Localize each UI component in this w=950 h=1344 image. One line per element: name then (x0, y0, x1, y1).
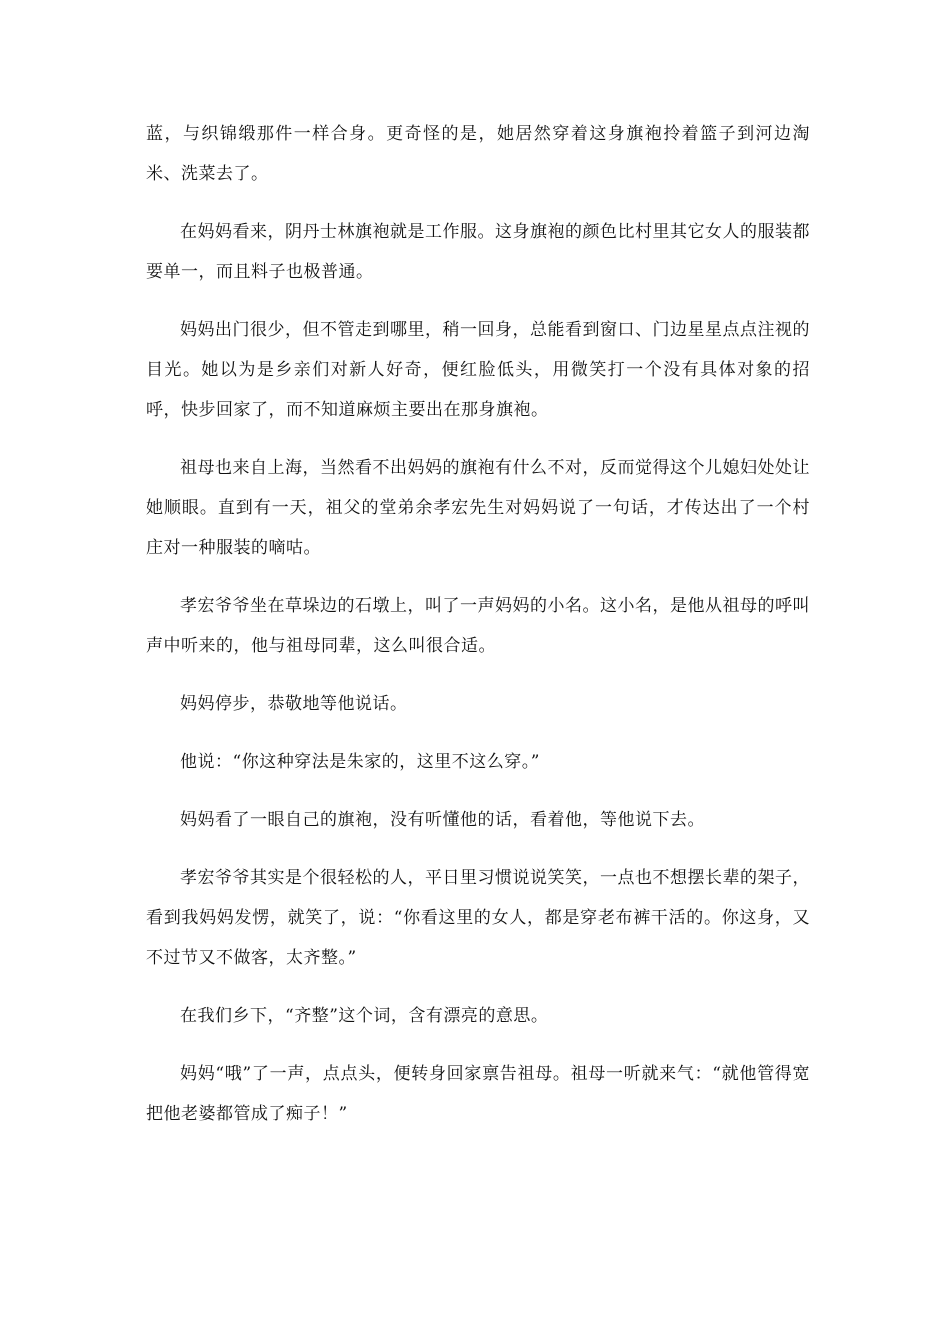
paragraph: 妈妈出门很少，但不管走到哪里，稍一回身，总能看到窗口、门边星星点点注视的目光。她以为是乡亲们对新人好奇，便红脸低头，用微笑打一个没有具体对象的招呼，快步回家了，而不知道麻烦主要出在那身旗袍。 (146, 320, 810, 420)
paragraph: 妈妈“哦”了一声，点点头，便转身回家禀告祖母。祖母一听就来气：“就他管得宽把他老婆都管成了痴子！” (146, 1064, 810, 1124)
paragraph: 在妈妈看来，阴丹士林旗袍就是工作服。这身旗袍的颜色比村里其它女人的服装都要单一，而且料子也极普通。 (146, 222, 810, 282)
paragraph: 妈妈看了一眼自己的旗袍，没有听懂他的话，看着他，等他说下去。 (180, 810, 705, 830)
paragraph: 妈妈停步，恭敬地等他说话。 (180, 694, 408, 714)
paragraph-continued: 蓝，与织锦缎那件一样合身。更奇怪的是，她居然穿着这身旗袍拎着篮子到河边淘米、洗菜去了。 (146, 124, 810, 184)
paragraph: 孝宏爷爷其实是个很轻松的人，平日里习惯说说笑笑，一点也不想摆长辈的架子，看到我妈妈发愣，就笑了，说：“你看这里的女人，都是穿老布裤干活的。你这身，又不过节又不做客，太齐整。” (146, 868, 810, 968)
paragraph: 祖母也来自上海，当然看不出妈妈的旗袍有什么不对，反而觉得这个儿媳妇处处让她顺眼。直到有一天，祖父的堂弟余孝宏先生对妈妈说了一句话，才传达出了一个村庄对一种服装的嘀咕。 (146, 458, 810, 558)
document-page (146, 114, 810, 1152)
paragraph: 在我们乡下，“齐整”这个词，含有漂亮的意思。 (180, 1006, 549, 1026)
paragraph: 他说：“你这种穿法是朱家的，这里不这么穿。” (180, 752, 540, 772)
paragraph: 孝宏爷爷坐在草垛边的石墩上，叫了一声妈妈的小名。这小名，是他从祖母的呼叫声中听来的，他与祖母同辈，这么叫很合适。 (146, 596, 810, 656)
